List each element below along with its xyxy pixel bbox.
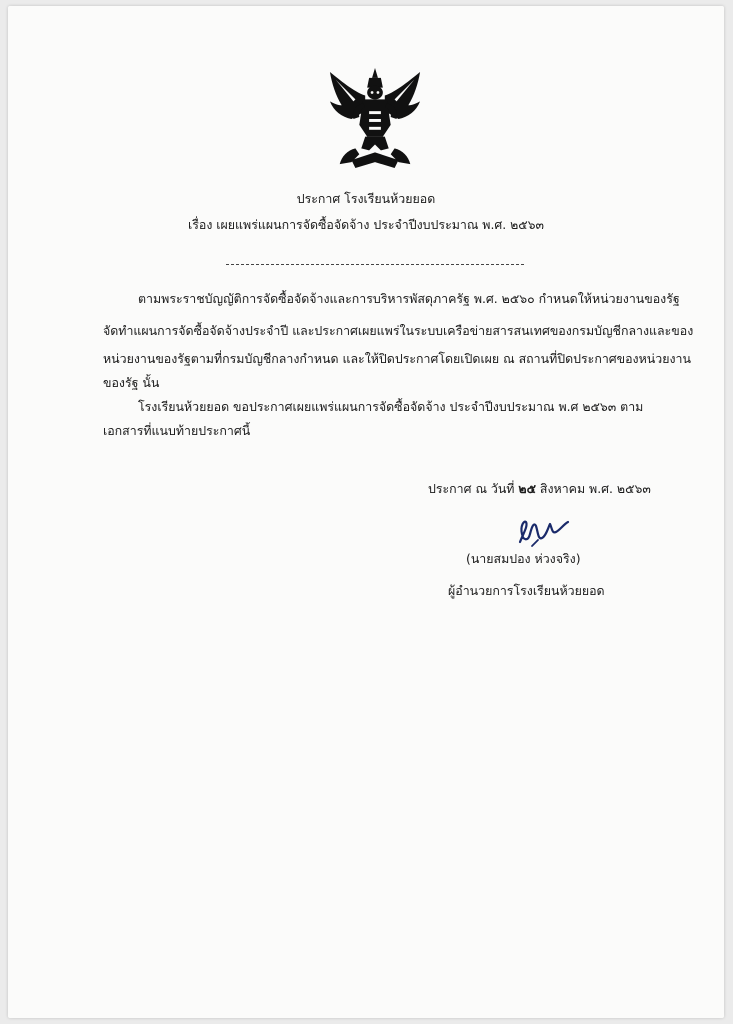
date-prefix: ประกาศ ณ วันที่ — [428, 481, 515, 496]
announcement-title: ประกาศ โรงเรียนห้วยยอด — [296, 191, 436, 206]
paragraph2-line2: เอกสารที่แนบท้ายประกาศนี้ — [103, 423, 251, 438]
date-suffix: สิงหาคม พ.ศ. ๒๕๖๓ — [539, 481, 651, 496]
signer-position: ผู้อำนวยการโรงเรียนห้วยยอด — [448, 583, 605, 598]
signer-name: (นายสมปอง ห่วงจริง) — [466, 551, 581, 566]
handwritten-signature — [514, 512, 572, 552]
date-day: ๒๕ — [518, 481, 536, 496]
announcement-date — [428, 480, 651, 498]
paragraph1-line1: ตามพระราชบัญญัติการจัดซื้อจัดจ้างและการบริหารพัสดุภาครัฐ พ.ศ. ๒๕๖๐ กำหนดให้หน่วยงานของรัฐ — [138, 291, 680, 306]
document-page — [8, 6, 724, 1018]
paragraph1-line4: ของรัฐ นั้น — [103, 375, 160, 390]
divider-line — [226, 264, 524, 265]
garuda-emblem-icon — [326, 66, 424, 172]
paragraph2-line1: โรงเรียนห้วยยอด ขอประกาศเผยแพร่แผนการจัดซื้อจัดจ้าง ประจำปีงบประมาณ พ.ศ ๒๕๖๓ ตาม — [138, 399, 644, 414]
announcement-subject: เรื่อง เผยแพร่แผนการจัดซื้อจัดจ้าง ประจำปีงบประมาณ พ.ศ. ๒๕๖๓ — [187, 217, 545, 232]
paragraph1-line2: จัดทำแผนการจัดซื้อจัดจ้างประจำปี และประกาศเผยแพร่ในระบบเครือข่ายสารสนเทศของกรมบัญชีกลางและของ — [103, 323, 694, 338]
paragraph1-line3: หน่วยงานของรัฐตามที่กรมบัญชีกลางกำหนด และให้ปิดประกาศโดยเปิดเผย ณ สถานที่ปิดประกาศของหน่วยงาน — [103, 351, 691, 366]
